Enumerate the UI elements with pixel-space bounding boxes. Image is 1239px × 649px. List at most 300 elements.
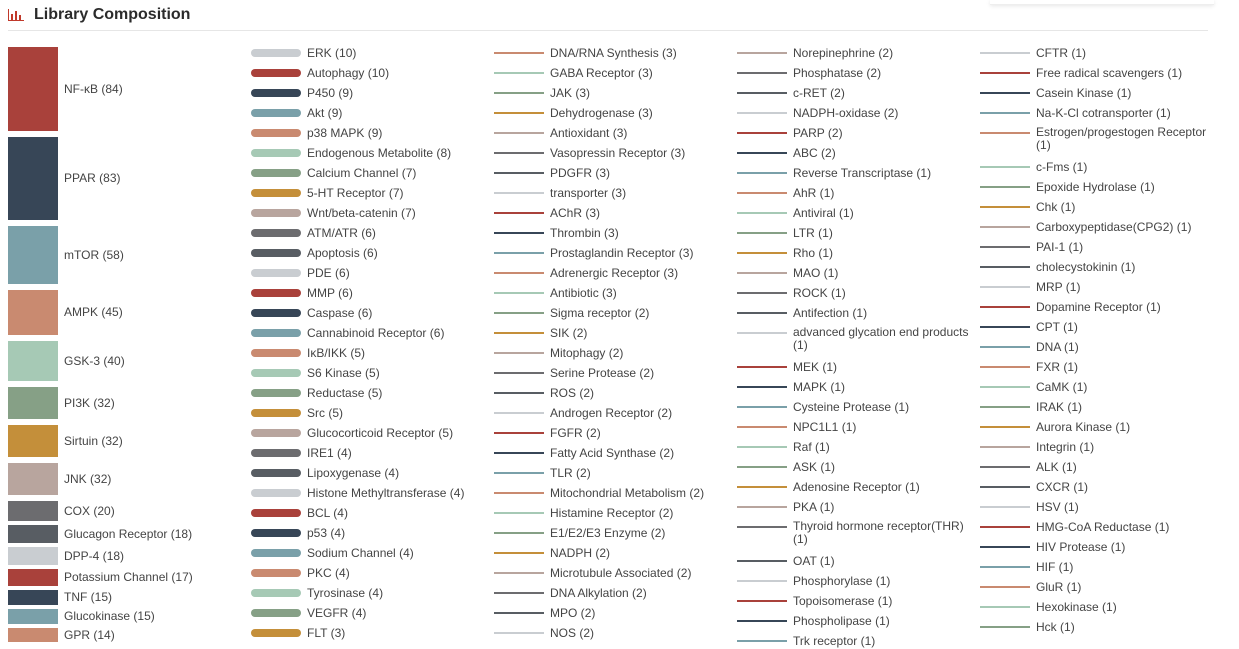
legend-name: NADPH-oxidase bbox=[793, 105, 881, 120]
legend-label bbox=[793, 361, 837, 374]
legend-item-tlr[interactable] bbox=[494, 466, 591, 480]
legend-item-carboxypeptidase-cpg2[interactable] bbox=[980, 220, 1191, 234]
legend-item-caspase[interactable] bbox=[251, 306, 372, 320]
legend-name: p38 MAPK bbox=[307, 125, 365, 140]
legend-item-calcium-channel[interactable] bbox=[251, 166, 416, 180]
legend-count: ( 6 ) bbox=[426, 326, 444, 340]
bar-mark bbox=[251, 329, 301, 337]
legend-item-npc1l1[interactable] bbox=[737, 420, 856, 434]
legend-item-aurora-kinase[interactable] bbox=[980, 420, 1130, 434]
bar-mark bbox=[8, 47, 58, 131]
legend-count: ( 1 ) bbox=[1060, 320, 1078, 334]
legend-name: ROS bbox=[550, 385, 577, 400]
legend-item-na-k-cl-cotransporter[interactable] bbox=[980, 106, 1171, 120]
legend-name: Raf bbox=[793, 439, 812, 454]
legend-item-apoptosis[interactable] bbox=[251, 246, 378, 260]
legend-count: ( 1 ) bbox=[828, 286, 846, 300]
page-title: Library Composition bbox=[34, 6, 191, 23]
legend-item-akt[interactable] bbox=[251, 106, 342, 120]
legend-item-antibiotic[interactable] bbox=[494, 286, 617, 300]
legend-count: ( 32 ) bbox=[98, 434, 123, 448]
bar-mark bbox=[251, 589, 301, 597]
legend-item-5-ht-receptor[interactable] bbox=[251, 186, 404, 200]
legend-item-sigma-receptor[interactable] bbox=[494, 306, 649, 320]
legend-item-sik[interactable] bbox=[494, 326, 587, 340]
legend-count: ( 1 ) bbox=[1143, 300, 1161, 314]
bar-mark bbox=[8, 226, 58, 284]
legend-item-rho[interactable] bbox=[737, 246, 833, 260]
legend-name: Carboxypeptidase(CPG2) bbox=[1036, 219, 1174, 234]
legend-item-dopamine-receptor[interactable] bbox=[980, 300, 1161, 314]
legend-count: ( 9 ) bbox=[324, 106, 342, 120]
bar-mark bbox=[494, 172, 544, 174]
legend-item-hsv[interactable] bbox=[980, 500, 1079, 514]
bar-mark bbox=[737, 366, 787, 368]
bar-mark bbox=[980, 206, 1030, 208]
bar-mark bbox=[494, 432, 544, 434]
legend-name: PKA bbox=[793, 499, 817, 514]
legend-count: ( 1 ) bbox=[817, 554, 835, 568]
legend-item-tnf[interactable] bbox=[8, 590, 112, 605]
legend-item-cysteine-protease[interactable] bbox=[737, 400, 909, 414]
legend-name: PPAR bbox=[64, 171, 96, 185]
legend-name: PDGFR bbox=[550, 165, 592, 180]
bar-mark bbox=[494, 412, 544, 414]
legend-label bbox=[1036, 181, 1155, 194]
legend-count: ( 1 ) bbox=[1070, 480, 1088, 494]
bar-mark bbox=[251, 249, 301, 257]
legend-item-serine-protease[interactable] bbox=[494, 366, 654, 380]
bar-mark bbox=[737, 72, 787, 74]
bar-mark bbox=[980, 52, 1030, 54]
legend-name: Antibiotic bbox=[550, 285, 599, 300]
legend-item-dna-rna-synthesis[interactable] bbox=[494, 46, 677, 60]
legend-item-sodium-channel[interactable] bbox=[251, 546, 414, 560]
legend-item-androgen-receptor[interactable] bbox=[494, 406, 672, 420]
legend-item-dehydrogenase[interactable] bbox=[494, 106, 653, 120]
legend-count: ( 3 ) bbox=[635, 66, 653, 80]
bar-mark bbox=[494, 232, 544, 234]
legend-item-integrin[interactable] bbox=[980, 440, 1094, 454]
legend-item-ltr[interactable] bbox=[737, 226, 833, 240]
legend-item-lipoxygenase[interactable] bbox=[251, 466, 399, 480]
legend-count: ( 1 ) bbox=[1065, 240, 1083, 254]
legend-name: Cannabinoid Receptor bbox=[307, 325, 427, 340]
legend-item-ask[interactable] bbox=[737, 460, 835, 474]
legend-item-mtor[interactable] bbox=[8, 226, 124, 284]
legend-count: ( 1 ) bbox=[1062, 280, 1080, 294]
bar-mark bbox=[251, 389, 301, 397]
legend-item-mrp[interactable] bbox=[980, 280, 1080, 294]
bar-mark bbox=[8, 137, 58, 220]
legend-item-adrenergic-receptor[interactable] bbox=[494, 266, 678, 280]
legend-item-hiv-protease[interactable] bbox=[980, 540, 1125, 554]
legend-count: ( 5 ) bbox=[362, 366, 380, 380]
bar-mark bbox=[737, 600, 787, 602]
legend-name: Wnt/beta-catenin bbox=[307, 205, 398, 220]
legend-item-reverse-transcriptase[interactable] bbox=[737, 166, 931, 180]
legend-name: CPT bbox=[1036, 319, 1060, 334]
legend-name: NOS bbox=[550, 625, 577, 640]
legend-item-ros[interactable] bbox=[494, 386, 594, 400]
legend-item-dpp-4[interactable] bbox=[8, 547, 124, 565]
legend-count: ( 6 ) bbox=[354, 306, 372, 320]
legend-item-glur[interactable] bbox=[980, 580, 1081, 594]
legend-name: OAT bbox=[793, 553, 817, 568]
legend-item-glucokinase[interactable] bbox=[8, 609, 155, 624]
legend-item-atm-atr[interactable] bbox=[251, 226, 376, 240]
legend-item-gpr[interactable] bbox=[8, 628, 115, 642]
legend-item-mek[interactable] bbox=[737, 360, 837, 374]
legend-count: ( 8 ) bbox=[433, 146, 451, 160]
legend-item-phosphorylase[interactable] bbox=[737, 574, 890, 588]
legend-item-dna[interactable] bbox=[980, 340, 1079, 354]
legend-item-antiviral[interactable] bbox=[737, 206, 854, 220]
legend-name: Norepinephrine bbox=[793, 45, 876, 60]
legend-label bbox=[307, 267, 350, 280]
bar-mark bbox=[251, 269, 301, 277]
legend-item-cxcr[interactable] bbox=[980, 480, 1088, 494]
legend-label bbox=[1036, 501, 1079, 514]
legend-item-s6-kinase[interactable] bbox=[251, 366, 380, 380]
legend-count: ( 1 ) bbox=[1059, 460, 1077, 474]
legend-item-transporter[interactable] bbox=[494, 186, 626, 200]
legend-item-bcl[interactable] bbox=[251, 506, 348, 520]
bar-mark bbox=[980, 466, 1030, 468]
legend-item-pka[interactable] bbox=[737, 500, 834, 514]
bar-mark bbox=[737, 466, 787, 468]
bar-mark bbox=[980, 92, 1030, 94]
legend-count: ( 9 ) bbox=[335, 86, 353, 100]
legend-item-src[interactable] bbox=[251, 406, 343, 420]
legend-item-gsk-3[interactable] bbox=[8, 341, 125, 381]
legend-count: ( 2 ) bbox=[880, 106, 898, 120]
legend-item-fgfr[interactable] bbox=[494, 426, 601, 440]
legend-item-autophagy[interactable] bbox=[251, 66, 389, 80]
legend-name: MMP bbox=[307, 285, 335, 300]
bar-mark bbox=[251, 469, 301, 477]
legend-item-cftr[interactable] bbox=[980, 46, 1086, 60]
bar-mark bbox=[494, 212, 544, 214]
bar-mark bbox=[251, 489, 301, 497]
legend-item-nadph[interactable] bbox=[494, 546, 610, 560]
legend-item-hmg-coa-reductase[interactable] bbox=[980, 520, 1169, 534]
legend-name: COX bbox=[64, 503, 91, 518]
legend-name: Adenosine Receptor bbox=[793, 479, 902, 494]
legend-label bbox=[64, 610, 155, 623]
legend-name: AChR bbox=[550, 205, 583, 220]
legend-count: ( 1 ) bbox=[836, 206, 854, 220]
legend-item-oat[interactable] bbox=[737, 554, 835, 568]
legend-label bbox=[1036, 461, 1077, 474]
bar-mark bbox=[980, 326, 1030, 328]
bar-mark bbox=[251, 129, 301, 137]
bar-mark bbox=[494, 552, 544, 554]
legend-item-sirtuin[interactable] bbox=[8, 425, 123, 457]
bar-mark bbox=[8, 547, 58, 565]
legend-item-flt[interactable] bbox=[251, 626, 345, 640]
legend-item-nos[interactable] bbox=[494, 626, 594, 640]
legend-name: TLR bbox=[550, 465, 573, 480]
legend-label bbox=[1036, 541, 1125, 554]
legend-item-ire1[interactable] bbox=[251, 446, 352, 460]
legend-item-adenosine-receptor[interactable] bbox=[737, 480, 920, 494]
legend-item-prostaglandin-receptor[interactable] bbox=[494, 246, 693, 260]
bar-mark bbox=[251, 229, 301, 237]
legend-name: CaMK bbox=[1036, 379, 1070, 394]
legend-label bbox=[1036, 126, 1216, 152]
legend-label bbox=[307, 247, 378, 260]
legend-item-endogenous-metabolite[interactable] bbox=[251, 146, 451, 160]
legend-label bbox=[307, 227, 376, 240]
legend-item-vasopressin-receptor[interactable] bbox=[494, 146, 685, 160]
legend-item-histamine-receptor[interactable] bbox=[494, 506, 673, 520]
legend-item-antioxidant[interactable] bbox=[494, 126, 627, 140]
legend-count: ( 10 ) bbox=[332, 46, 357, 60]
legend-item-phospholipase[interactable] bbox=[737, 614, 890, 628]
legend-item-casein-kinase[interactable] bbox=[980, 86, 1131, 100]
legend-item-pai-1[interactable] bbox=[980, 240, 1083, 254]
legend-item-phosphatase[interactable] bbox=[737, 66, 881, 80]
legend-item-cpt[interactable] bbox=[980, 320, 1078, 334]
legend-name: PAI-1 bbox=[1036, 239, 1066, 254]
legend-count: ( 6 ) bbox=[332, 266, 350, 280]
legend-item-reductase[interactable] bbox=[251, 386, 382, 400]
legend-item-norepinephrine[interactable] bbox=[737, 46, 893, 60]
legend-name: ATM/ATR bbox=[307, 225, 358, 240]
legend-item-hif[interactable] bbox=[980, 560, 1073, 574]
legend-label bbox=[793, 481, 920, 494]
legend-item-chk[interactable] bbox=[980, 200, 1075, 214]
legend-count: ( 1 ) bbox=[1076, 440, 1094, 454]
bar-mark bbox=[494, 632, 544, 634]
legend-count: ( 5 ) bbox=[347, 346, 365, 360]
bar-mark bbox=[980, 506, 1030, 508]
legend-label bbox=[550, 107, 653, 120]
legend-name: Autophagy bbox=[307, 65, 365, 80]
legend-item-ppar[interactable] bbox=[8, 137, 121, 220]
legend-item-jak[interactable] bbox=[494, 86, 590, 100]
legend-item-potassium-channel[interactable] bbox=[8, 569, 193, 586]
legend-item-vegfr[interactable] bbox=[251, 606, 366, 620]
legend-item-dna-alkylation[interactable] bbox=[494, 586, 647, 600]
legend-item-erk[interactable] bbox=[251, 46, 356, 60]
bar-mark bbox=[980, 166, 1030, 168]
legend-name: Reverse Transcriptase bbox=[793, 165, 914, 180]
legend-label bbox=[793, 287, 846, 300]
legend-item-raf[interactable] bbox=[737, 440, 830, 454]
bar-mark bbox=[494, 472, 544, 474]
legend-label bbox=[550, 407, 672, 420]
legend-label bbox=[307, 587, 383, 600]
legend-item-cholecystokinin[interactable] bbox=[980, 260, 1135, 274]
legend-name: Phospholipase bbox=[793, 613, 872, 628]
legend-item-glucocorticoid-receptor[interactable] bbox=[251, 426, 453, 440]
bar-mark bbox=[8, 569, 58, 586]
legend-count: ( 1 ) bbox=[1107, 540, 1125, 554]
legend-item-mitophagy[interactable] bbox=[494, 346, 623, 360]
legend-item-rock[interactable] bbox=[737, 286, 846, 300]
legend-count: ( 1 ) bbox=[1057, 200, 1075, 214]
bar-mark bbox=[737, 386, 787, 388]
legend-label bbox=[64, 629, 115, 642]
legend-label bbox=[793, 635, 875, 648]
legend-item-gaba-receptor[interactable] bbox=[494, 66, 653, 80]
bar-mark bbox=[494, 512, 544, 514]
bar-mark bbox=[251, 209, 301, 217]
legend-item-p38-mapk[interactable] bbox=[251, 126, 382, 140]
legend-name: GSK-3 bbox=[64, 353, 101, 368]
legend-count: ( 6 ) bbox=[335, 286, 353, 300]
legend-count: ( 4 ) bbox=[381, 466, 399, 480]
legend-count: ( 2 ) bbox=[583, 426, 601, 440]
legend-item-nf-b[interactable] bbox=[8, 47, 123, 131]
legend-label bbox=[307, 207, 416, 220]
legend-item-c-fms[interactable] bbox=[980, 160, 1087, 174]
legend-name: GluR bbox=[1036, 579, 1064, 594]
legend-item-epoxide-hydrolase[interactable] bbox=[980, 180, 1155, 194]
legend-item-pkc[interactable] bbox=[251, 566, 350, 580]
legend-label bbox=[64, 397, 115, 410]
legend-item-p450[interactable] bbox=[251, 86, 353, 100]
legend-item-hexokinase[interactable] bbox=[980, 600, 1117, 614]
legend-item-i-b-ikk[interactable] bbox=[251, 346, 365, 360]
legend-item-abc[interactable] bbox=[737, 146, 836, 160]
legend-label bbox=[1036, 321, 1078, 334]
legend-item-glucagon-receptor[interactable] bbox=[8, 525, 192, 543]
legend-item-topoisomerase[interactable] bbox=[737, 594, 892, 608]
bar-mark bbox=[494, 132, 544, 134]
legend-item-advanced-glycation-end-products[interactable] bbox=[737, 326, 973, 360]
legend-item-parp[interactable] bbox=[737, 126, 843, 140]
legend-count: ( 2 ) bbox=[605, 346, 623, 360]
legend-count: ( 3 ) bbox=[635, 106, 653, 120]
legend-label bbox=[64, 306, 123, 319]
bar-mark bbox=[494, 352, 544, 354]
legend-name: NF-κB bbox=[64, 81, 98, 96]
legend-item-thrombin[interactable] bbox=[494, 226, 619, 240]
legend-item-achr[interactable] bbox=[494, 206, 600, 220]
legend-count: ( 45 ) bbox=[98, 305, 123, 319]
legend-name: Androgen Receptor bbox=[550, 405, 655, 420]
legend-count: ( 3 ) bbox=[599, 286, 617, 300]
bar-mark bbox=[251, 169, 301, 177]
legend-item-pi3k[interactable] bbox=[8, 387, 115, 419]
legend-name: Phosphorylase bbox=[793, 573, 873, 588]
legend-item-fxr[interactable] bbox=[980, 360, 1078, 374]
legend-label bbox=[1036, 87, 1131, 100]
legend-label bbox=[550, 567, 691, 580]
legend-count: ( 1 ) bbox=[1099, 600, 1117, 614]
bar-mark bbox=[737, 152, 787, 154]
legend-item-camk[interactable] bbox=[980, 380, 1087, 394]
legend-count: ( 1 ) bbox=[891, 400, 909, 414]
legend-name: Histone Methyltransferase bbox=[307, 485, 447, 500]
legend-name: DNA/RNA Synthesis bbox=[550, 45, 659, 60]
legend-item-ampk[interactable] bbox=[8, 290, 123, 335]
legend-item-mitochondrial-metabolism[interactable] bbox=[494, 486, 704, 500]
legend-item-alk[interactable] bbox=[980, 460, 1077, 474]
legend-item-hck[interactable] bbox=[980, 620, 1075, 634]
legend-label bbox=[793, 461, 835, 474]
legend-item-mmp[interactable] bbox=[251, 286, 353, 300]
legend-name: Endogenous Metabolite bbox=[307, 145, 434, 160]
legend-label bbox=[1036, 67, 1182, 80]
legend-item-jnk[interactable] bbox=[8, 463, 111, 495]
legend-item-free-radical-scavengers[interactable] bbox=[980, 66, 1182, 80]
legend-item-tyrosinase[interactable] bbox=[251, 586, 383, 600]
legend-item-trk-receptor[interactable] bbox=[737, 634, 875, 648]
legend-item-mapk[interactable] bbox=[737, 380, 845, 394]
legend-name: Serine Protease bbox=[550, 365, 637, 380]
legend-name: Topoisomerase bbox=[793, 593, 875, 608]
bar-mark bbox=[980, 566, 1030, 568]
legend-name: Estrogen/progestogen Receptor bbox=[1036, 125, 1207, 139]
legend-item-mao[interactable] bbox=[737, 266, 838, 280]
legend-label bbox=[550, 247, 693, 260]
legend-label bbox=[793, 187, 834, 200]
legend-item-pdgfr[interactable] bbox=[494, 166, 610, 180]
legend-count: ( 1 ) bbox=[902, 480, 920, 494]
legend-label bbox=[793, 441, 830, 454]
legend-name: mTOR bbox=[64, 247, 100, 262]
legend-item-e1-e2-e3-enzyme[interactable] bbox=[494, 526, 665, 540]
legend-label bbox=[550, 347, 623, 360]
legend-item-nadph-oxidase[interactable] bbox=[737, 106, 898, 120]
bar-mark bbox=[251, 309, 301, 317]
legend-label bbox=[793, 267, 838, 280]
bar-mark bbox=[251, 109, 301, 117]
legend-item-fatty-acid-synthase[interactable] bbox=[494, 446, 674, 460]
legend-label bbox=[1036, 47, 1086, 60]
legend-item-cox[interactable] bbox=[8, 501, 115, 521]
legend-name: GPR bbox=[64, 627, 91, 642]
legend-count: ( 3 ) bbox=[608, 186, 626, 200]
legend-count: ( 3 ) bbox=[572, 86, 590, 100]
legend-item-wnt-beta-catenin[interactable] bbox=[251, 206, 416, 220]
legend-label bbox=[307, 367, 380, 380]
bar-mark bbox=[494, 112, 544, 114]
legend-item-microtubule-associated[interactable] bbox=[494, 566, 691, 580]
legend-item-irak[interactable] bbox=[980, 400, 1082, 414]
legend-item-p53[interactable] bbox=[251, 526, 345, 540]
legend-item-pde[interactable] bbox=[251, 266, 350, 280]
legend-item-thyroid-hormone-receptor-thr[interactable] bbox=[737, 520, 973, 554]
legend-label bbox=[1036, 561, 1073, 574]
legend-item-antifection[interactable] bbox=[737, 306, 867, 320]
legend-item-c-ret[interactable] bbox=[737, 86, 845, 100]
legend-item-histone-methyltransferase[interactable] bbox=[251, 486, 464, 500]
bar-mark bbox=[494, 72, 544, 74]
legend-item-mpo[interactable] bbox=[494, 606, 595, 620]
legend-count: ( 32 ) bbox=[90, 396, 115, 410]
bar-mark bbox=[980, 306, 1030, 308]
legend-label bbox=[64, 435, 123, 448]
legend-item-cannabinoid-receptor[interactable] bbox=[251, 326, 444, 340]
legend-name: Thrombin bbox=[550, 225, 601, 240]
legend-label bbox=[793, 147, 836, 160]
legend-name: Mitochondrial Metabolism bbox=[550, 485, 687, 500]
legend-count: ( 1 ) bbox=[819, 360, 837, 374]
legend-count: ( 2 ) bbox=[647, 526, 665, 540]
legend-item-estrogen-progestogen-receptor[interactable] bbox=[980, 126, 1216, 160]
legend-item-ahr[interactable] bbox=[737, 186, 834, 200]
legend-count: ( 1 ) bbox=[1117, 260, 1135, 274]
legend-name: MEK bbox=[793, 359, 820, 374]
bar-mark bbox=[251, 409, 301, 417]
legend-name: DPP-4 bbox=[64, 548, 100, 563]
legend-name: Glucocorticoid Receptor bbox=[307, 425, 436, 440]
